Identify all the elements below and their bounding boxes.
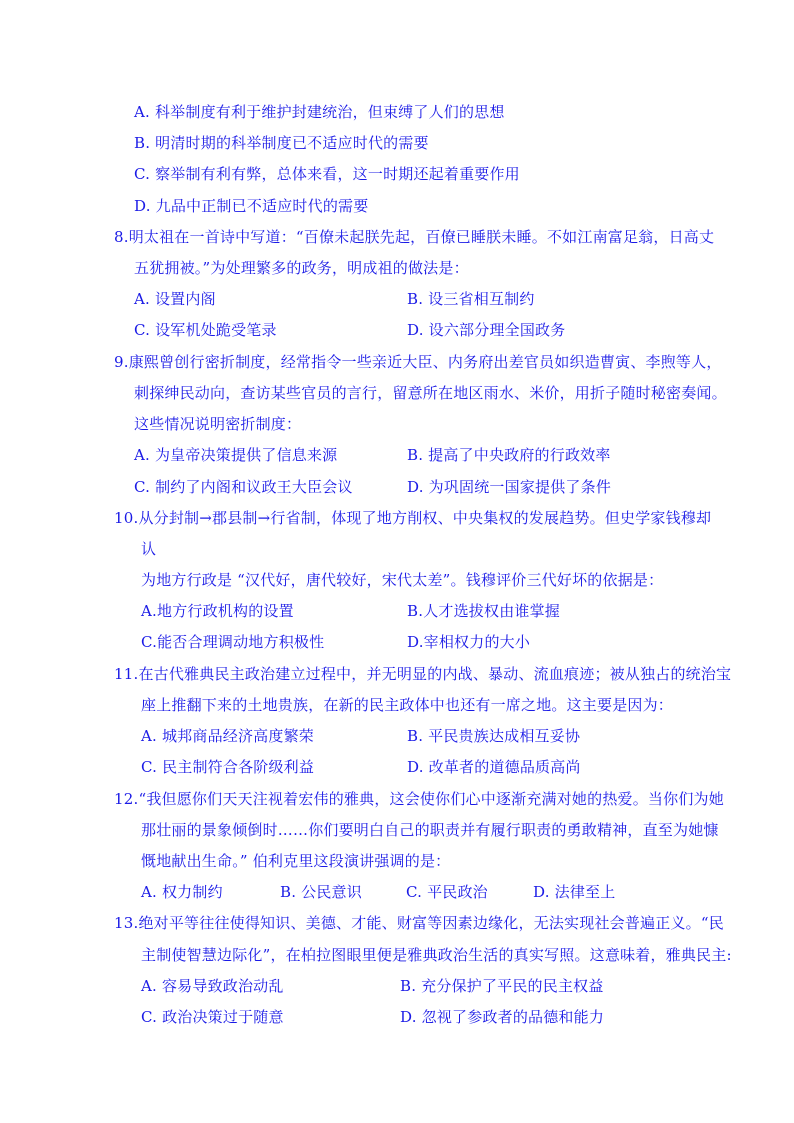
q9-stem-line-3: 这些情况说明密折制度： — [134, 415, 302, 433]
q9-option-c: C. 制约了内阁和议政王大臣会议 — [134, 478, 353, 496]
q9-stem-line-1: 9.康熙曾创行密折制度，经常指令一些亲近大臣、内务府出差官员如织造曹寅、李煦等人， — [114, 353, 722, 371]
q11-option-c: C. 民主制符合各阶级利益 — [141, 758, 315, 776]
q13-option-d: D. 忽视了参政者的品德和能力 — [400, 1008, 605, 1026]
q13-option-a: A. 容易导致政治动乱 — [141, 977, 284, 995]
q8-option-c: C. 设军机处跪受笔录 — [134, 321, 277, 339]
q8-stem-line-1: 8.明太祖在一首诗中写道：“百僚未起朕先起，百僚已睡朕未睡。不如江南富足翁，日高丈 — [114, 228, 715, 246]
q9-option-d: D. 为巩固统一国家提供了条件 — [407, 478, 612, 496]
q12-option-a: A. 权力制约 — [141, 883, 223, 901]
q11-option-b: B. 平民贵族达成相互妥协 — [407, 727, 581, 745]
q11-option-d: D. 改革者的道德品质高尚 — [407, 758, 581, 776]
q12-option-c: C. 平民政治 — [406, 883, 488, 901]
q10-option-b: B.人才选拔权由谁掌握 — [407, 602, 560, 620]
q13-stem-line-1: 13.绝对平等往往使得知识、美德、才能、财富等因素边缘化，无法实现社会普遍正义。“民 — [114, 914, 724, 932]
q9-stem-line-2: 刺探绅民动向，查访某些官员的言行，留意所在地区雨水、米价，用折子随时秘密奏闻。 — [134, 384, 727, 402]
q8-option-b: B. 设三省相互制约 — [407, 290, 535, 308]
q12-option-d: D. 法律至上 — [533, 883, 616, 901]
q10-stem-line-3: 为地方行政是 “汉代好，唐代较好，宋代太差”。钱穆评价三代好坏的依据是： — [141, 571, 664, 589]
q10-option-c: C.能否合理调动地方积极性 — [141, 633, 325, 651]
q8-option-a: A. 设置内阁 — [134, 290, 216, 308]
q10-stem-line-1: 10.从分封制→郡县制→行省制，体现了地方削权、中央集权的发展趋势。但史学家钱穆却 — [114, 509, 712, 527]
q8-stem-line-2: 五犹拥被。”为处理繁多的政务，明成祖的做法是： — [134, 259, 469, 277]
q12-stem-line-2: 那壮丽的景象倾倒时……你们要明白自己的职责并有履行职责的勇敢精神，直至为她慷 — [141, 821, 719, 839]
q11-stem-line-2: 座上推翻下来的土地贵族，在新的民主政体中也还有一席之地。这主要是因为： — [141, 696, 674, 714]
q10-stem-line-2: 认 — [141, 540, 157, 558]
q9-option-b: B. 提高了中央政府的行政效率 — [407, 446, 611, 464]
q11-option-a: A. 城邦商品经济高度繁荣 — [141, 727, 314, 745]
q7-option-c: C. 察举制有利有弊，总体来看，这一时期还起着重要作用 — [134, 165, 520, 183]
q12-stem-line-1: 12.“我但愿你们天天注视着宏伟的雅典，这会使你们心中逐渐充满对她的热爱。当你们为她 — [114, 790, 724, 808]
q13-stem-line-2: 主制使智慧边际化”，在柏拉图眼里便是雅典政治生活的真实写照。这意味着，雅典民主: — [141, 946, 732, 964]
q8-option-d: D. 设六部分理全国政务 — [407, 321, 566, 339]
q10-option-d: D.宰相权力的大小 — [407, 633, 531, 651]
q7-option-b: B. 明清时期的科举制度已不适应时代的需要 — [134, 134, 429, 152]
q12-option-b: B. 公民意识 — [280, 883, 362, 901]
q7-option-a: A. 科举制度有利于维护封建统治，但束缚了人们的思想 — [134, 103, 505, 121]
q13-option-c: C. 政治决策过于随意 — [141, 1008, 284, 1026]
q13-option-b: B. 充分保护了平民的民主权益 — [400, 977, 604, 995]
q11-stem-line-1: 11.在古代雅典民主政治建立过程中，并无明显的内战、暴动、流血痕迹；被从独占的统治宝 — [114, 665, 732, 683]
q12-stem-line-3: 慨地献出生命。” 伯利克里这段演讲强调的是： — [141, 852, 451, 870]
q10-option-a: A.地方行政机构的设置 — [141, 602, 294, 620]
q9-option-a: A. 为皇帝决策提供了信息来源 — [134, 446, 338, 464]
q7-option-d: D. 九品中正制已不适应时代的需要 — [134, 197, 369, 215]
